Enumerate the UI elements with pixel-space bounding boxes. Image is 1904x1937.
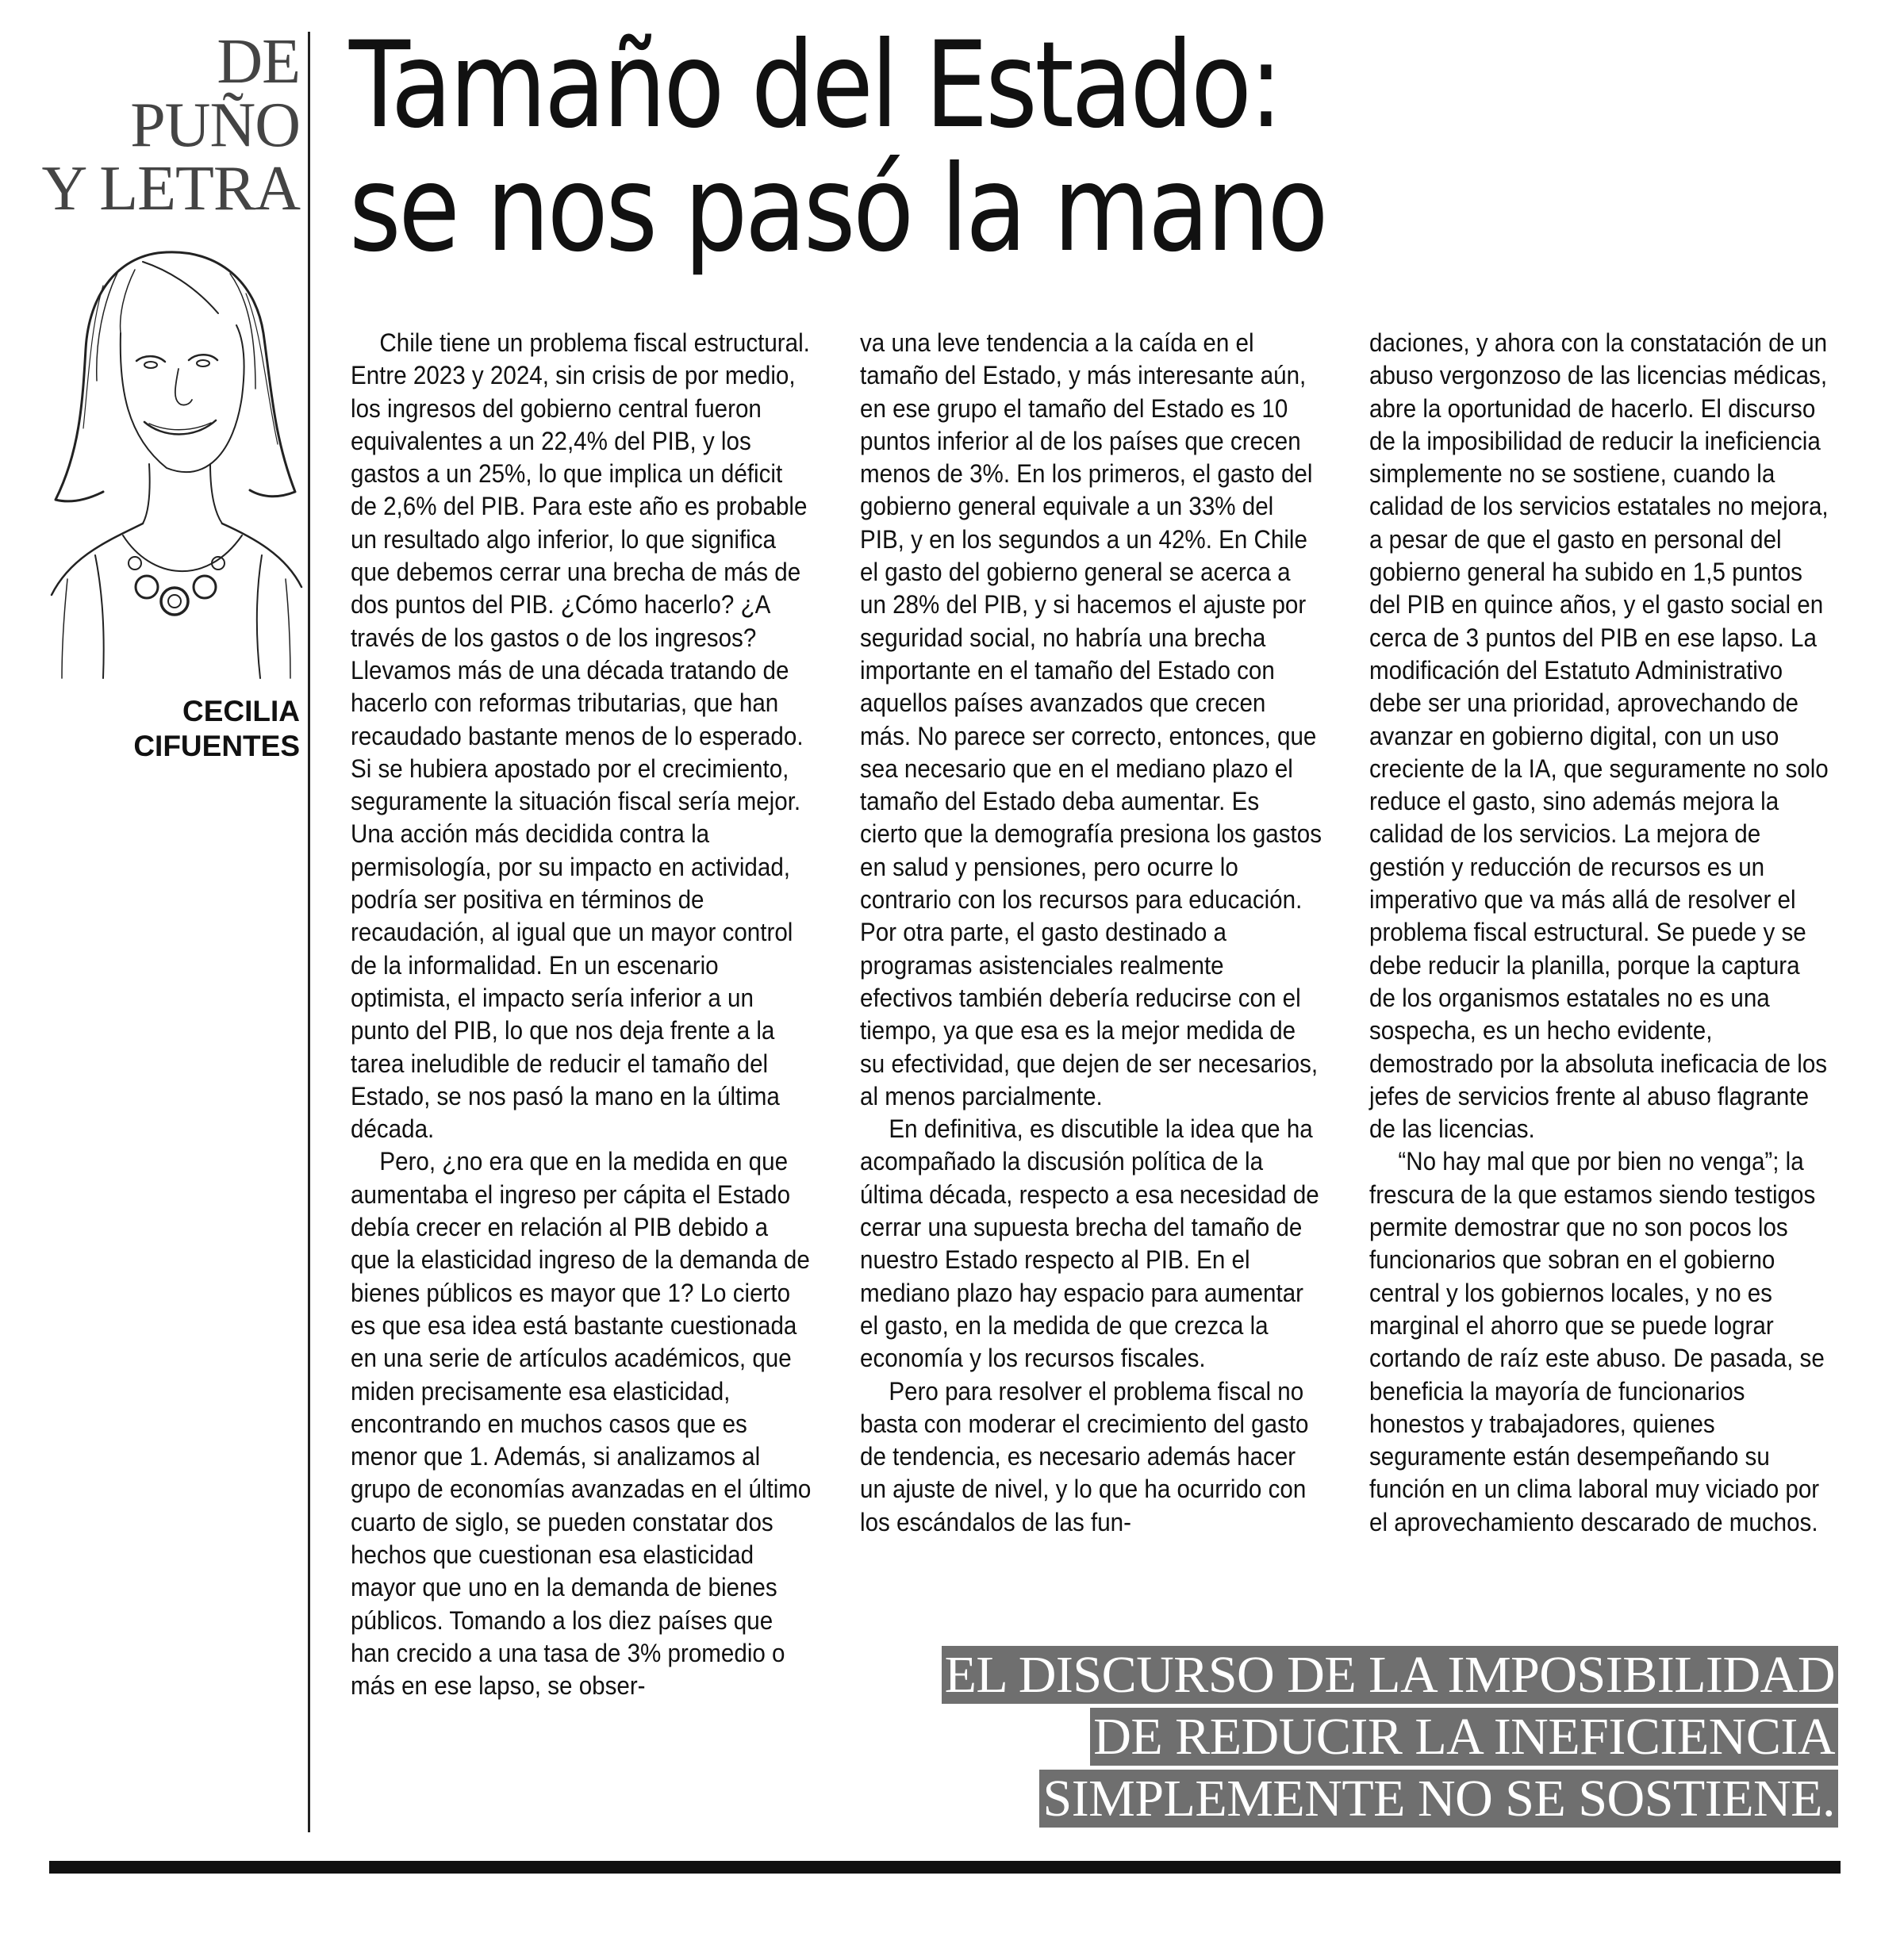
pull-quote-line: EL DISCURSO DE LA IMPOSIBILIDAD bbox=[942, 1646, 1838, 1704]
paragraph: “No hay mal que por bien no venga”; la frescura de la que estamos siendo testigos permite demostrar que no son pocos los funcionarios que sobran en el gobierno central y los gobiernos locales, y no es marginal el ahorro que se puede lograr cortando de raíz este abuso. De pasada, se beneficia la mayoría de funcionarios honestos y trabajadores, quienes seguramente están desempeñando su función en un clima laboral muy viciado por el aprovechamiento descarado de muchos. bbox=[1369, 1147, 1825, 1536]
section-tag bbox=[41, 27, 300, 224]
article-column-1 bbox=[351, 327, 812, 1702]
paragraph: daciones, y ahora con la constatación de un abuso vergonzoso de las licencias médicas, abre la oportunidad de hacerlo. El discurso de la imposibilidad de reducir la ineficiencia simplemente no se sostiene, cuando la calidad de los servicios estatales no mejora, a pesar de que el gasto en personal del gobierno general ha subido en 1,5 puntos del PIB en quince años, y el gasto social en cerca de 3 puntos del PIB en ese lapso. La modificación del Estatuto Administrativo debe ser una prioridad, aprovechando de avanzar en gobierno digital, con un uso creciente de la IA, que seguramente no solo reduce el gasto, sino además mejora la calidad de los servicios. La mejora de gestión y reducción de recursos es un imperativo que va más allá de resolver el problema fiscal estructural. Se puede y se debe reducir la planilla, porque la captura de los organismos estatales no es una sospecha, es un hecho evidente, demostrado por la absoluta ineficacia de los jefes de servicios frente al abuso flagrante de las licencias. bbox=[1369, 328, 1829, 1144]
article-column-2 bbox=[860, 327, 1322, 1539]
pull-quote bbox=[942, 1644, 1838, 1830]
section-tag-line: PUÑO bbox=[130, 90, 300, 160]
bottom-rule bbox=[49, 1861, 1841, 1874]
paragraph: En definitiva, es discutible la idea que ha acompañado la discusión política de la última década, respecto a esa necesidad de cerrar una supuesta brecha del tamaño de nuestro Estado respecto al PIB. En el mediano plazo hay espacio para aumentar el gasto, en la medida de que crezca la economía y los recursos fiscales. bbox=[860, 1114, 1319, 1373]
section-tag-line: DE bbox=[217, 27, 300, 97]
pull-quote-line: SIMPLEMENTE NO SE SOSTIENE. bbox=[1039, 1770, 1838, 1828]
column-divider bbox=[308, 32, 310, 1832]
pull-quote-line: DE REDUCIR LA INEFICIENCIA bbox=[1090, 1708, 1838, 1766]
headline bbox=[349, 17, 1615, 278]
paragraph: va una leve tendencia a la caída en el tamaño del Estado, y más interesante aún, en ese grupo el tamaño del Estado es 10 puntos inferior al de los países que crecen menos de 3%. En los primeros, el gasto del gobierno general equivale a un 33% del PIB, y en los segundos a un 42%. En Chile el gasto del gobierno general se acerca a un 28% del PIB, y si hacemos el ajuste por seguridad social, no habría una brecha importante en el tamaño del Estado con aquellos países avanzados que crecen más. No parece ser correcto, entonces, que sea necesario que en el mediano plazo el tamaño del Estado deba aumentar. Es cierto que la demografía presiona los gastos en salud y pensiones, pero ocurre lo contrario con los recursos para educación. Por otra parte, el gasto destinado a programas asistenciales realmente efectivos también debería reducirse con el tiempo, ya que esa es la mejor medida de su efectividad, que dejen de ser necesarios, al menos parcialmente. bbox=[860, 328, 1322, 1110]
paragraph: Chile tiene un problema fiscal estructural. Entre 2023 y 2024, sin crisis de por medio, los ingresos del gobierno central fueron equivalentes a un 22,4% del PIB, y los gastos a un 25%, lo que implica un déficit de 2,6% del PIB. Para este año es probable un resultado algo inferior, lo que significa que debemos cerrar una brecha de más de dos puntos del PIB. ¿Cómo hacerlo? ¿A través de los gastos o de los ingresos? Llevamos más de una década tratando de hacerlo con reformas tributarias, que han recaudado bastante menos de lo esperado. Si se hubiera apostado por el crecimiento, seguramente la situación fiscal sería mejor. Una acción más decidida contra la permisología, por su impacto en actividad, podría ser positiva en términos de recaudación, al igual que un mayor control de la informalidad. En un escenario optimista, el impacto sería inferior a un punto del PIB, lo que nos deja frente a la tarea ineludible de reducir el tamaño del Estado, se nos pasó la mano en la última década. bbox=[351, 328, 810, 1144]
headline-line: se nos pasó la mano bbox=[349, 140, 1326, 278]
author-last-name: CIFUENTES bbox=[133, 730, 300, 762]
section-tag-line: Y LETRA bbox=[41, 154, 300, 224]
author-byline bbox=[133, 694, 300, 764]
paragraph: Pero, ¿no era que en la medida en que aumentaba el ingreso per cápita el Estado debía crecer en relación al PIB debido a que la elasticidad ingreso de la demanda de bienes públicos es mayor que 1? Lo cierto es que esa idea está bastante cuestionada en una serie de artículos académicos, que miden precisamente esa elasticidad, encontrando en muchos casos que es menor que 1. Además, si analizamos al grupo de economías avanzadas en el último cuarto de siglo, se pueden constatar dos hechos que cuestionan esa elasticidad mayor que uno en la demanda de bienes públicos. Tomando a los diez países que han crecido a una tasa de 3% promedio o más en ese lapso, se obser- bbox=[351, 1147, 812, 1701]
article-column-3 bbox=[1369, 327, 1831, 1539]
headline-line: Tamaño del Estado: bbox=[349, 17, 1280, 155]
author-portrait-icon bbox=[48, 238, 305, 682]
author-first-name: CECILIA bbox=[182, 695, 300, 727]
paragraph: Pero para resolver el problema fiscal no basta con moderar el crecimiento del gasto de tendencia, es necesario además hacer un ajuste de nivel, y lo que ha ocurrido con los escándalos de las fun- bbox=[860, 1376, 1309, 1536]
